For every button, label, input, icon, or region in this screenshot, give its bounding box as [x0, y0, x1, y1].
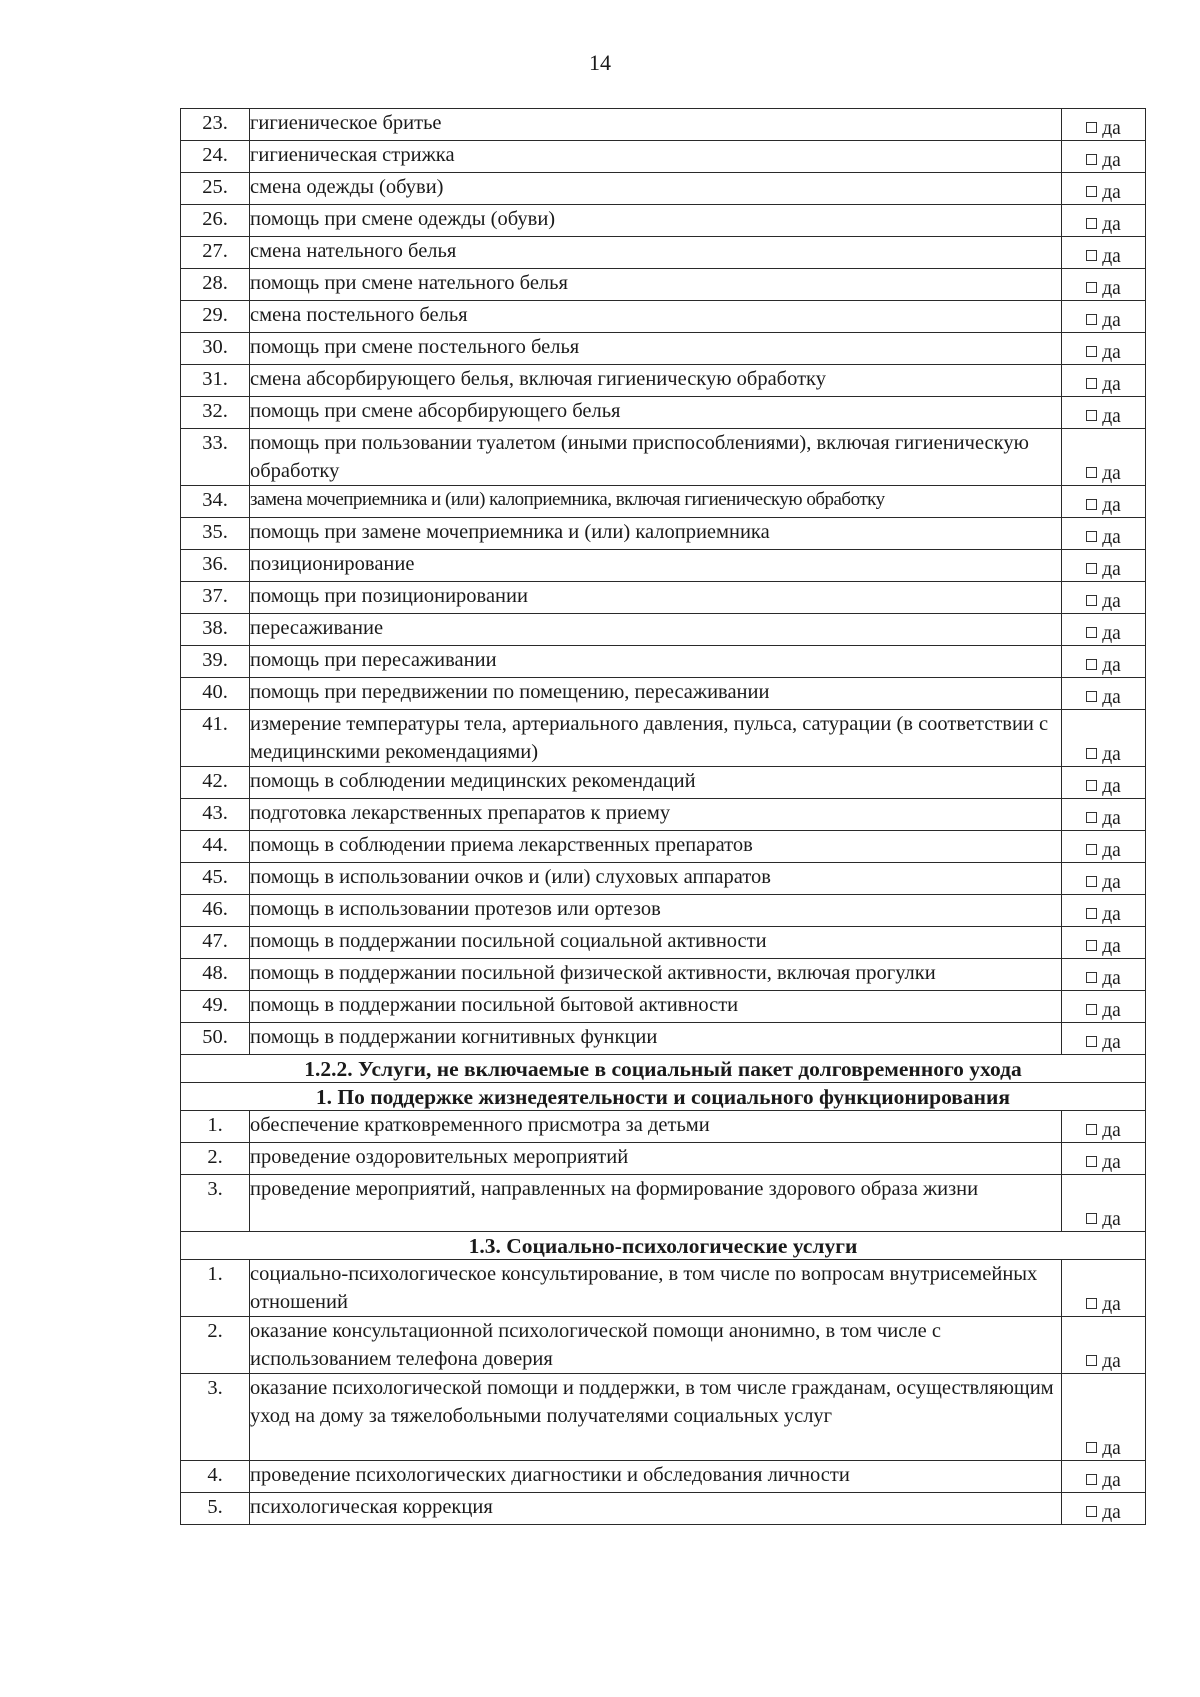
checkbox-label: да [1102, 1000, 1121, 1021]
checkbox-icon[interactable] [1086, 1124, 1097, 1135]
checkbox-cell[interactable] [1062, 1111, 1146, 1143]
checkbox-cell[interactable] [1062, 269, 1146, 301]
row-number: 49. [181, 991, 250, 1023]
checkbox-icon[interactable] [1086, 250, 1097, 261]
table-row [181, 895, 1146, 927]
row-number: 34. [181, 486, 250, 518]
checkbox-cell[interactable] [1062, 365, 1146, 397]
table-row [181, 927, 1146, 959]
checkbox-label: да [1102, 1209, 1121, 1230]
table-row [181, 301, 1146, 333]
checkbox-icon[interactable] [1086, 154, 1097, 165]
table-row [181, 205, 1146, 237]
row-number: 2. [181, 1143, 250, 1175]
section-title-1-2-2: 1.2.2. Услуги, не включаемые в социальный пакет долговременного ухода [181, 1055, 1146, 1083]
service-name: замена мочеприемника и (или) калоприемника, включая гигиеническую обработку [250, 486, 1062, 518]
checkbox-label: да [1102, 744, 1121, 765]
checkbox-icon[interactable] [1086, 627, 1097, 638]
subsection-row [181, 1083, 1146, 1111]
checkbox-icon[interactable] [1086, 908, 1097, 919]
table-row [181, 333, 1146, 365]
checkbox-cell[interactable] [1062, 1260, 1146, 1317]
checkbox-icon[interactable] [1086, 378, 1097, 389]
table-row [181, 1461, 1146, 1493]
checkbox-cell[interactable] [1062, 991, 1146, 1023]
service-name: смена нательного белья [250, 237, 1062, 269]
checkbox-icon[interactable] [1086, 691, 1097, 702]
checkbox-label: да [1102, 374, 1121, 395]
service-name: помощь в использовании очков и (или) слуховых аппаратов [250, 863, 1062, 895]
row-number: 30. [181, 333, 250, 365]
checkbox-icon[interactable] [1086, 595, 1097, 606]
table-row [181, 1493, 1146, 1525]
row-number: 3. [181, 1175, 250, 1232]
checkbox-label: да [1102, 840, 1121, 861]
service-name: позиционирование [250, 550, 1062, 582]
section-title-1-3: 1.3. Социально-психологические услуги [181, 1232, 1146, 1260]
checkbox-cell[interactable] [1062, 1023, 1146, 1055]
checkbox-cell[interactable] [1062, 895, 1146, 927]
table-row [181, 486, 1146, 518]
checkbox-icon[interactable] [1086, 972, 1097, 983]
checkbox-icon[interactable] [1086, 659, 1097, 670]
checkbox-label: да [1102, 968, 1121, 989]
table-row [181, 831, 1146, 863]
row-number: 1. [181, 1260, 250, 1317]
table-row [181, 365, 1146, 397]
checkbox-icon[interactable] [1086, 940, 1097, 951]
service-name: подготовка лекарственных препаратов к приему [250, 799, 1062, 831]
row-number: 3. [181, 1374, 250, 1461]
checkbox-icon[interactable] [1086, 1298, 1097, 1309]
row-number: 27. [181, 237, 250, 269]
table-row [181, 646, 1146, 678]
checkbox-icon[interactable] [1086, 780, 1097, 791]
table-row [181, 991, 1146, 1023]
row-number: 45. [181, 863, 250, 895]
checkbox-label: да [1102, 1152, 1121, 1173]
service-name: гигиеническая стрижка [250, 141, 1062, 173]
checkbox-cell[interactable] [1062, 429, 1146, 486]
checkbox-label: да [1102, 1502, 1121, 1523]
checkbox-label: да [1102, 182, 1121, 203]
checkbox-cell[interactable] [1062, 1175, 1146, 1232]
checkbox-label: да [1102, 463, 1121, 484]
checkbox-label: да [1102, 1351, 1121, 1372]
service-name: помощь в соблюдении приема лекарственных препаратов [250, 831, 1062, 863]
checkbox-label: да [1102, 118, 1121, 139]
row-number: 39. [181, 646, 250, 678]
table-row [181, 237, 1146, 269]
service-name: помощь в поддержании посильной социальной активности [250, 927, 1062, 959]
checkbox-label: да [1102, 936, 1121, 957]
row-number: 31. [181, 365, 250, 397]
service-name: помощь при замене мочеприемника и (или) калоприемника [250, 518, 1062, 550]
checkbox-icon[interactable] [1086, 1355, 1097, 1366]
section-row [181, 1232, 1146, 1260]
checkbox-cell[interactable] [1062, 397, 1146, 429]
checkbox-cell[interactable] [1062, 1374, 1146, 1461]
checkbox-cell[interactable] [1062, 141, 1146, 173]
checkbox-cell[interactable] [1062, 799, 1146, 831]
table-row [181, 959, 1146, 991]
checkbox-icon[interactable] [1086, 1442, 1097, 1453]
checkbox-icon[interactable] [1086, 467, 1097, 478]
checkbox-icon[interactable] [1086, 563, 1097, 574]
checkbox-cell[interactable] [1062, 333, 1146, 365]
checkbox-label: да [1102, 591, 1121, 612]
checkbox-cell[interactable] [1062, 582, 1146, 614]
row-number: 33. [181, 429, 250, 486]
checkbox-cell[interactable] [1062, 550, 1146, 582]
checkbox-cell[interactable] [1062, 831, 1146, 863]
row-number: 29. [181, 301, 250, 333]
row-number: 37. [181, 582, 250, 614]
table-row [181, 1143, 1146, 1175]
row-number: 1. [181, 1111, 250, 1143]
checkbox-cell[interactable] [1062, 301, 1146, 333]
subsection-title-1: 1. По поддержке жизнедеятельности и социального функционирования [181, 1083, 1146, 1111]
checkbox-label: да [1102, 1438, 1121, 1459]
service-name: помощь в поддержании посильной бытовой активности [250, 991, 1062, 1023]
table-row [181, 173, 1146, 205]
service-name: помощь в поддержании посильной физической активности, включая прогулки [250, 959, 1062, 991]
row-number: 48. [181, 959, 250, 991]
checkbox-icon[interactable] [1086, 186, 1097, 197]
row-number: 28. [181, 269, 250, 301]
service-name: психологическая коррекция [250, 1493, 1062, 1525]
checkbox-label: да [1102, 776, 1121, 797]
checkbox-cell[interactable] [1062, 518, 1146, 550]
checkbox-icon[interactable] [1086, 812, 1097, 823]
checkbox-label: да [1102, 310, 1121, 331]
service-name: обеспечение кратковременного присмотра за детьми [250, 1111, 1062, 1143]
checkbox-label: да [1102, 559, 1121, 580]
table-row [181, 1111, 1146, 1143]
service-name: помощь при позиционировании [250, 582, 1062, 614]
service-name: помощь при смене абсорбирующего белья [250, 397, 1062, 429]
checkbox-cell[interactable] [1062, 678, 1146, 710]
checkbox-label: да [1102, 1032, 1121, 1053]
service-name: помощь в использовании протезов или ортезов [250, 895, 1062, 927]
checkbox-icon[interactable] [1086, 410, 1097, 421]
service-name: смена постельного белья [250, 301, 1062, 333]
checkbox-cell[interactable] [1062, 486, 1146, 518]
service-name: помощь при смене нательного белья [250, 269, 1062, 301]
checkbox-label: да [1102, 1470, 1121, 1491]
table-row [181, 710, 1146, 767]
checkbox-icon[interactable] [1086, 282, 1097, 293]
checkbox-cell[interactable] [1062, 237, 1146, 269]
checkbox-cell[interactable] [1062, 1143, 1146, 1175]
row-number: 46. [181, 895, 250, 927]
row-number: 47. [181, 927, 250, 959]
checkbox-label: да [1102, 214, 1121, 235]
row-number: 24. [181, 141, 250, 173]
row-number: 5. [181, 1493, 250, 1525]
table-row [181, 1023, 1146, 1055]
table-row [181, 269, 1146, 301]
service-name: помощь при смене одежды (обуви) [250, 205, 1062, 237]
service-name: помощь при смене постельного белья [250, 333, 1062, 365]
checkbox-icon[interactable] [1086, 1004, 1097, 1015]
checkbox-label: да [1102, 150, 1121, 171]
checkbox-cell[interactable] [1062, 173, 1146, 205]
service-name: измерение температуры тела, артериального давления, пульса, сатурации (в соответствии с медицинскими рекомендациями) [250, 710, 1062, 767]
table-row [181, 109, 1146, 141]
table-row [181, 518, 1146, 550]
checkbox-label: да [1102, 1120, 1121, 1141]
row-number: 4. [181, 1461, 250, 1493]
row-number: 41. [181, 710, 250, 767]
row-number: 44. [181, 831, 250, 863]
checkbox-label: да [1102, 527, 1121, 548]
checkbox-icon[interactable] [1086, 314, 1097, 325]
row-number: 40. [181, 678, 250, 710]
service-name: помощь в соблюдении медицинских рекомендаций [250, 767, 1062, 799]
checkbox-icon[interactable] [1086, 218, 1097, 229]
service-name: проведение оздоровительных мероприятий [250, 1143, 1062, 1175]
service-name: оказание консультационной психологической помощи анонимно, в том числе с использованием телефона доверия [250, 1317, 1062, 1374]
service-name: оказание психологической помощи и поддержки, в том числе гражданам, осуществляющим уход на дому за тяжелобольными получателями социальных услуг [250, 1374, 1062, 1461]
checkbox-icon[interactable] [1086, 1156, 1097, 1167]
checkbox-icon[interactable] [1086, 1213, 1097, 1224]
checkbox-icon[interactable] [1086, 499, 1097, 510]
service-name: пересаживание [250, 614, 1062, 646]
checkbox-cell[interactable] [1062, 1461, 1146, 1493]
checkbox-label: да [1102, 904, 1121, 925]
table-row [181, 614, 1146, 646]
checkbox-cell[interactable] [1062, 1493, 1146, 1525]
checkbox-label: да [1102, 655, 1121, 676]
checkbox-icon[interactable] [1086, 1506, 1097, 1517]
checkbox-label: да [1102, 1294, 1121, 1315]
checkbox-icon[interactable] [1086, 531, 1097, 542]
checkbox-cell[interactable] [1062, 767, 1146, 799]
checkbox-icon[interactable] [1086, 844, 1097, 855]
checkbox-label: да [1102, 246, 1121, 267]
row-number: 25. [181, 173, 250, 205]
row-number: 32. [181, 397, 250, 429]
service-name: помощь при пользовании туалетом (иными приспособлениями), включая гигиеническую обработку [250, 429, 1062, 486]
table-row [181, 1317, 1146, 1374]
checkbox-label: да [1102, 687, 1121, 708]
checkbox-cell[interactable] [1062, 109, 1146, 141]
table-row [181, 582, 1146, 614]
row-number: 38. [181, 614, 250, 646]
services-table [180, 108, 1146, 1525]
service-name: помощь при передвижении по помещению, пересаживании [250, 678, 1062, 710]
row-number: 50. [181, 1023, 250, 1055]
service-name: проведение психологических диагностики и обследования личности [250, 1461, 1062, 1493]
checkbox-icon[interactable] [1086, 1474, 1097, 1485]
table-row [181, 429, 1146, 486]
row-number: 26. [181, 205, 250, 237]
table-row [181, 1374, 1146, 1461]
checkbox-icon[interactable] [1086, 122, 1097, 133]
checkbox-label: да [1102, 623, 1121, 644]
table-row [181, 1260, 1146, 1317]
checkbox-cell[interactable] [1062, 1317, 1146, 1374]
service-name: помощь в поддержании когнитивных функции [250, 1023, 1062, 1055]
row-number: 36. [181, 550, 250, 582]
checkbox-label: да [1102, 495, 1121, 516]
row-number: 35. [181, 518, 250, 550]
table-row [181, 397, 1146, 429]
checkbox-icon[interactable] [1086, 1036, 1097, 1047]
services-group-life-support [181, 1111, 1146, 1232]
checkbox-cell[interactable] [1062, 959, 1146, 991]
table-row [181, 767, 1146, 799]
checkbox-icon[interactable] [1086, 748, 1097, 759]
checkbox-label: да [1102, 278, 1121, 299]
table-row [181, 1175, 1146, 1232]
table-row [181, 550, 1146, 582]
row-number: 42. [181, 767, 250, 799]
table-row [181, 141, 1146, 173]
checkbox-label: да [1102, 872, 1121, 893]
service-name: помощь при пересаживании [250, 646, 1062, 678]
services-group-long-term-care [181, 109, 1146, 1055]
service-name: проведение мероприятий, направленных на формирование здорового образа жизни [250, 1175, 1062, 1232]
checkbox-icon[interactable] [1086, 876, 1097, 887]
row-number: 23. [181, 109, 250, 141]
table-row [181, 799, 1146, 831]
table-row [181, 863, 1146, 895]
checkbox-cell[interactable] [1062, 646, 1146, 678]
checkbox-label: да [1102, 808, 1121, 829]
checkbox-cell[interactable] [1062, 205, 1146, 237]
checkbox-cell[interactable] [1062, 710, 1146, 767]
service-name: гигиеническое бритье [250, 109, 1062, 141]
service-name: смена абсорбирующего белья, включая гигиеническую обработку [250, 365, 1062, 397]
checkbox-cell[interactable] [1062, 863, 1146, 895]
checkbox-label: да [1102, 406, 1121, 427]
checkbox-cell[interactable] [1062, 614, 1146, 646]
checkbox-label: да [1102, 342, 1121, 363]
services-group-psychological [181, 1260, 1146, 1525]
checkbox-icon[interactable] [1086, 346, 1097, 357]
row-number: 2. [181, 1317, 250, 1374]
checkbox-cell[interactable] [1062, 927, 1146, 959]
row-number: 43. [181, 799, 250, 831]
service-name: смена одежды (обуви) [250, 173, 1062, 205]
table-row [181, 678, 1146, 710]
service-name: социально-психологическое консультирование, в том числе по вопросам внутрисемейных отношений [250, 1260, 1062, 1317]
section-row [181, 1055, 1146, 1083]
page-number: 14 [589, 50, 611, 75]
